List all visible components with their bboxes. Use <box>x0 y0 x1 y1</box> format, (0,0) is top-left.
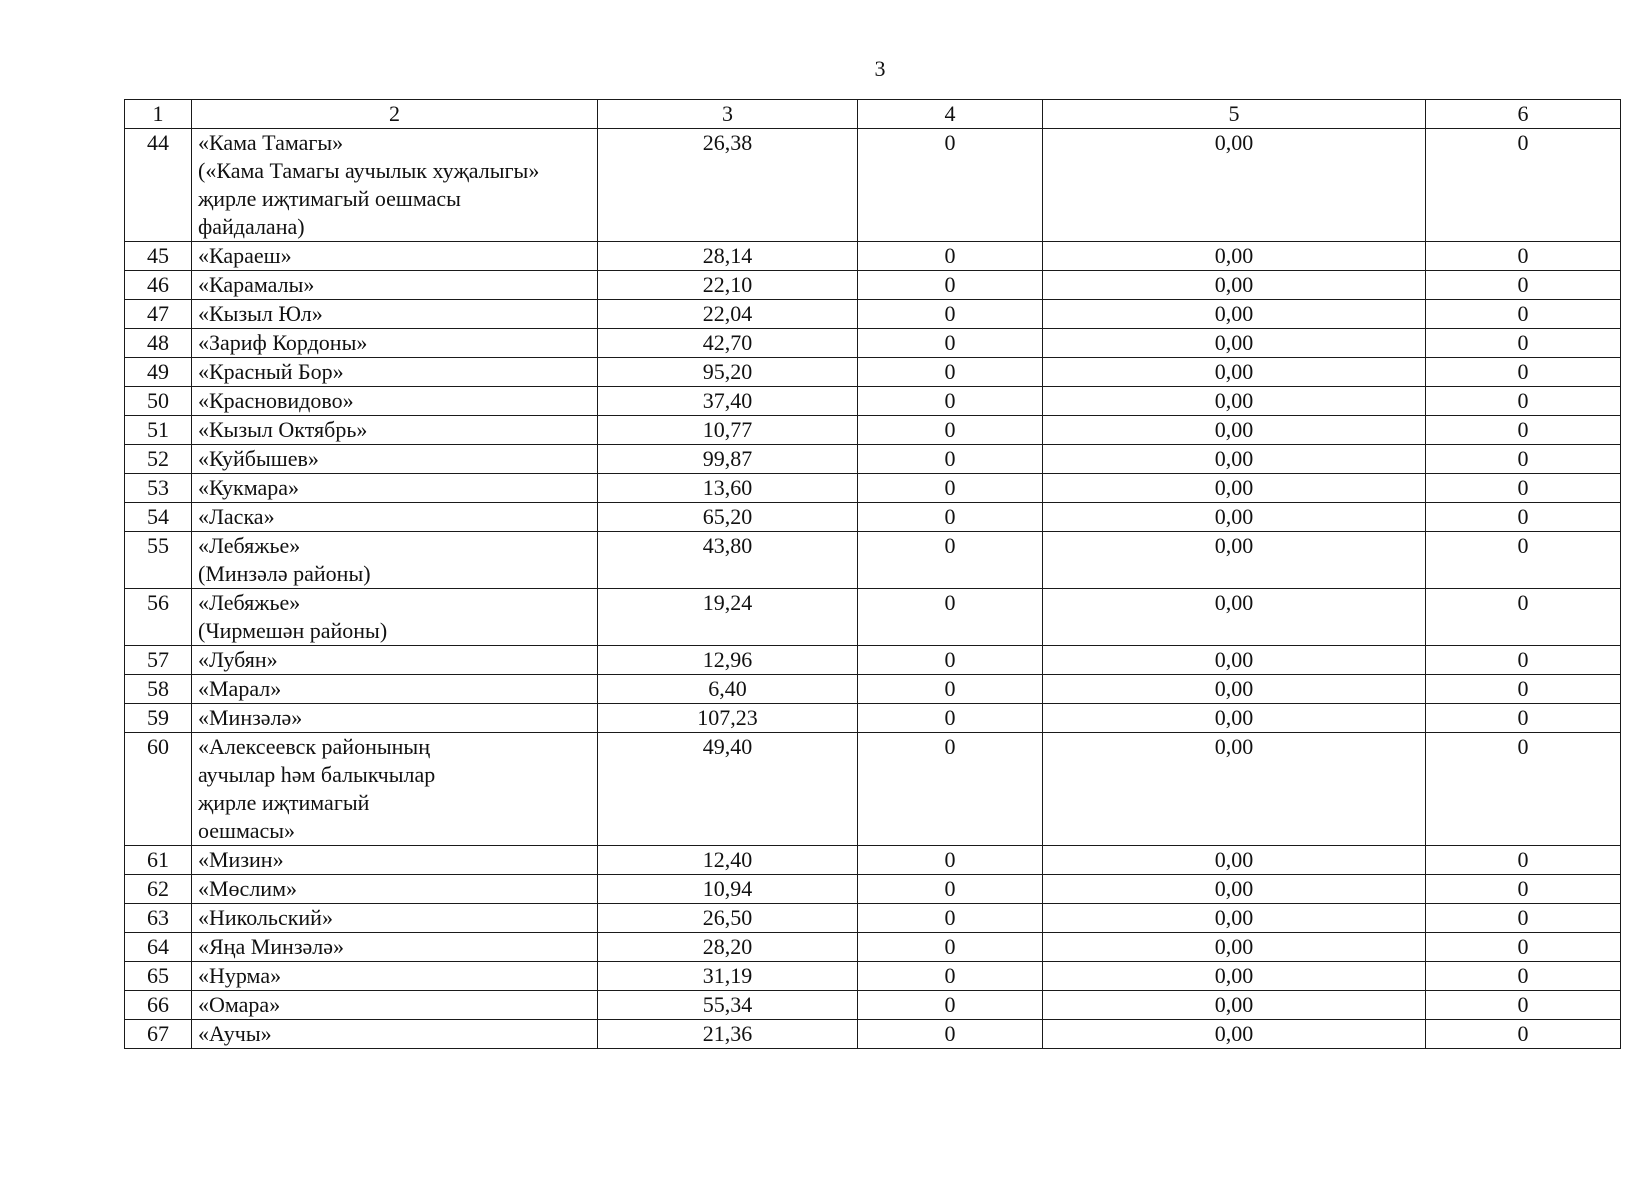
col6-cell: 0 <box>1426 445 1621 474</box>
name-cell <box>192 962 598 991</box>
name-cell <box>192 933 598 962</box>
col4-cell: 0 <box>858 904 1043 933</box>
table-row <box>125 242 1621 271</box>
col3-cell: 12,40 <box>598 846 858 875</box>
column-header-1: 1 <box>125 100 192 129</box>
col3-cell: 10,77 <box>598 416 858 445</box>
name-line: «Мөслим» <box>198 876 297 901</box>
name-cell <box>192 904 598 933</box>
table-row <box>125 503 1621 532</box>
col5-cell: 0,00 <box>1043 358 1426 387</box>
column-header-3: 3 <box>598 100 858 129</box>
name-line: файдалана) <box>198 214 305 239</box>
table-row <box>125 875 1621 904</box>
name-line: «Алексеевск районының <box>198 734 430 759</box>
col4-cell: 0 <box>858 329 1043 358</box>
col5-cell: 0,00 <box>1043 589 1426 646</box>
row-number-cell: 67 <box>125 1020 192 1049</box>
name-line: «Никольский» <box>198 905 333 930</box>
col4-cell: 0 <box>858 358 1043 387</box>
column-header-4: 4 <box>858 100 1043 129</box>
name-line: «Омара» <box>198 992 281 1017</box>
col5-cell: 0,00 <box>1043 445 1426 474</box>
col6-cell: 0 <box>1426 358 1621 387</box>
row-number-cell: 56 <box>125 589 192 646</box>
col5-cell: 0,00 <box>1043 329 1426 358</box>
col4-cell: 0 <box>858 474 1043 503</box>
col6-cell: 0 <box>1426 933 1621 962</box>
col4-cell: 0 <box>858 933 1043 962</box>
col5-cell: 0,00 <box>1043 271 1426 300</box>
col6-cell: 0 <box>1426 329 1621 358</box>
col5-cell: 0,00 <box>1043 242 1426 271</box>
col4-cell: 0 <box>858 503 1043 532</box>
col5-cell: 0,00 <box>1043 962 1426 991</box>
row-number-cell: 53 <box>125 474 192 503</box>
col5-cell: 0,00 <box>1043 704 1426 733</box>
col6-cell: 0 <box>1426 704 1621 733</box>
col5-cell: 0,00 <box>1043 1020 1426 1049</box>
col6-cell: 0 <box>1426 904 1621 933</box>
table-row <box>125 904 1621 933</box>
name-cell <box>192 329 598 358</box>
name-line: «Кама Тамагы» <box>198 130 344 155</box>
name-cell <box>192 300 598 329</box>
col5-cell: 0,00 <box>1043 904 1426 933</box>
col6-cell: 0 <box>1426 675 1621 704</box>
col3-cell: 28,14 <box>598 242 858 271</box>
col4-cell: 0 <box>858 445 1043 474</box>
name-line: «Марал» <box>198 676 282 701</box>
name-line: җирле иҗтимагый оешмасы <box>198 186 461 211</box>
table-row <box>125 329 1621 358</box>
row-number-cell: 62 <box>125 875 192 904</box>
row-number-cell: 45 <box>125 242 192 271</box>
name-cell <box>192 675 598 704</box>
page-number: 3 <box>874 56 886 81</box>
table-row <box>125 416 1621 445</box>
table-row <box>125 962 1621 991</box>
col3-cell: 49,40 <box>598 733 858 846</box>
row-number-cell: 65 <box>125 962 192 991</box>
col6-cell: 0 <box>1426 474 1621 503</box>
row-number-cell: 59 <box>125 704 192 733</box>
row-number-cell: 57 <box>125 646 192 675</box>
row-number-cell: 52 <box>125 445 192 474</box>
name-line: «Минзәлә» <box>198 705 303 730</box>
name-cell <box>192 387 598 416</box>
name-cell <box>192 589 598 646</box>
col3-cell: 22,10 <box>598 271 858 300</box>
col6-cell: 0 <box>1426 991 1621 1020</box>
col4-cell: 0 <box>858 846 1043 875</box>
name-cell <box>192 129 598 242</box>
name-cell <box>192 1020 598 1049</box>
col3-cell: 26,50 <box>598 904 858 933</box>
name-line: «Аучы» <box>198 1021 272 1046</box>
name-cell <box>192 271 598 300</box>
name-line: «Караеш» <box>198 243 292 268</box>
name-line: «Кызыл Юл» <box>198 301 323 326</box>
name-line: (Минзәлә районы) <box>198 561 371 586</box>
col5-cell: 0,00 <box>1043 846 1426 875</box>
table-row <box>125 846 1621 875</box>
name-cell <box>192 503 598 532</box>
table-row <box>125 675 1621 704</box>
row-number-cell: 61 <box>125 846 192 875</box>
name-line: аучылар һәм балыкчылар <box>198 762 436 787</box>
name-line: җирле иҗтимагый <box>198 790 370 815</box>
col3-cell: 6,40 <box>598 675 858 704</box>
col6-cell: 0 <box>1426 733 1621 846</box>
row-number-cell: 47 <box>125 300 192 329</box>
table-row <box>125 1020 1621 1049</box>
row-number-cell: 66 <box>125 991 192 1020</box>
name-line: «Лебяжье» <box>198 533 301 558</box>
name-line: «Красный Бор» <box>198 359 344 384</box>
table-row <box>125 271 1621 300</box>
name-line: «Яңа Минзәлә» <box>198 934 345 959</box>
name-line: «Красновидово» <box>198 388 354 413</box>
col5-cell: 0,00 <box>1043 532 1426 589</box>
col5-cell: 0,00 <box>1043 675 1426 704</box>
col3-cell: 10,94 <box>598 875 858 904</box>
col6-cell: 0 <box>1426 300 1621 329</box>
col5-cell: 0,00 <box>1043 129 1426 242</box>
col3-cell: 26,38 <box>598 129 858 242</box>
name-line: («Кама Тамагы аучылык хуҗалыгы» <box>198 158 540 183</box>
name-line: (Чирмешән районы) <box>198 618 388 643</box>
row-number-cell: 54 <box>125 503 192 532</box>
name-cell <box>192 846 598 875</box>
col3-cell: 13,60 <box>598 474 858 503</box>
col5-cell: 0,00 <box>1043 503 1426 532</box>
col4-cell: 0 <box>858 242 1043 271</box>
table-row <box>125 991 1621 1020</box>
row-number-cell: 48 <box>125 329 192 358</box>
name-line: «Лебяжье» <box>198 590 301 615</box>
col3-cell: 65,20 <box>598 503 858 532</box>
name-line: оешмасы» <box>198 818 296 843</box>
col4-cell: 0 <box>858 646 1043 675</box>
table-row <box>125 445 1621 474</box>
col4-cell: 0 <box>858 991 1043 1020</box>
col6-cell: 0 <box>1426 846 1621 875</box>
col6-cell: 0 <box>1426 129 1621 242</box>
col3-cell: 99,87 <box>598 445 858 474</box>
table-row <box>125 589 1621 646</box>
col5-cell: 0,00 <box>1043 474 1426 503</box>
name-cell <box>192 875 598 904</box>
col4-cell: 0 <box>858 1020 1043 1049</box>
row-number-cell: 49 <box>125 358 192 387</box>
col4-cell: 0 <box>858 271 1043 300</box>
table-row <box>125 733 1621 846</box>
column-header-2: 2 <box>192 100 598 129</box>
col5-cell: 0,00 <box>1043 933 1426 962</box>
name-cell <box>192 445 598 474</box>
col4-cell: 0 <box>858 704 1043 733</box>
col6-cell: 0 <box>1426 387 1621 416</box>
row-number-cell: 50 <box>125 387 192 416</box>
row-number-cell: 58 <box>125 675 192 704</box>
row-number-cell: 46 <box>125 271 192 300</box>
name-cell <box>192 704 598 733</box>
name-line: «Куйбышев» <box>198 446 319 471</box>
name-line: «Ласка» <box>198 504 275 529</box>
col5-cell: 0,00 <box>1043 646 1426 675</box>
col6-cell: 0 <box>1426 271 1621 300</box>
name-cell <box>192 358 598 387</box>
col3-cell: 42,70 <box>598 329 858 358</box>
name-line: «Лубян» <box>198 647 278 672</box>
name-cell <box>192 733 598 846</box>
col6-cell: 0 <box>1426 1020 1621 1049</box>
table-row <box>125 129 1621 242</box>
row-number-cell: 60 <box>125 733 192 846</box>
col6-cell: 0 <box>1426 962 1621 991</box>
col6-cell: 0 <box>1426 875 1621 904</box>
row-number-cell: 44 <box>125 129 192 242</box>
name-cell <box>192 416 598 445</box>
row-number-cell: 64 <box>125 933 192 962</box>
col4-cell: 0 <box>858 962 1043 991</box>
col4-cell: 0 <box>858 387 1043 416</box>
name-cell <box>192 474 598 503</box>
col5-cell: 0,00 <box>1043 991 1426 1020</box>
table-row <box>125 704 1621 733</box>
col3-cell: 37,40 <box>598 387 858 416</box>
col5-cell: 0,00 <box>1043 300 1426 329</box>
name-cell <box>192 532 598 589</box>
name-cell <box>192 991 598 1020</box>
col5-cell: 0,00 <box>1043 875 1426 904</box>
col4-cell: 0 <box>858 300 1043 329</box>
col4-cell: 0 <box>858 875 1043 904</box>
col6-cell: 0 <box>1426 646 1621 675</box>
name-cell <box>192 242 598 271</box>
col4-cell: 0 <box>858 532 1043 589</box>
col3-cell: 55,34 <box>598 991 858 1020</box>
table-row <box>125 474 1621 503</box>
col6-cell: 0 <box>1426 242 1621 271</box>
col4-cell: 0 <box>858 733 1043 846</box>
column-header-5: 5 <box>1043 100 1426 129</box>
table-row <box>125 300 1621 329</box>
col6-cell: 0 <box>1426 503 1621 532</box>
col4-cell: 0 <box>858 589 1043 646</box>
table-header-row <box>125 100 1621 129</box>
name-cell <box>192 646 598 675</box>
row-number-cell: 63 <box>125 904 192 933</box>
col3-cell: 22,04 <box>598 300 858 329</box>
col5-cell: 0,00 <box>1043 733 1426 846</box>
col6-cell: 0 <box>1426 532 1621 589</box>
col3-cell: 21,36 <box>598 1020 858 1049</box>
col4-cell: 0 <box>858 675 1043 704</box>
row-number-cell: 51 <box>125 416 192 445</box>
table-row <box>125 532 1621 589</box>
name-line: «Кызыл Октябрь» <box>198 417 368 442</box>
table-body <box>125 129 1621 1049</box>
column-header-6: 6 <box>1426 100 1621 129</box>
col6-cell: 0 <box>1426 589 1621 646</box>
table-row <box>125 933 1621 962</box>
col3-cell: 107,23 <box>598 704 858 733</box>
col5-cell: 0,00 <box>1043 416 1426 445</box>
name-line: «Нурма» <box>198 963 282 988</box>
row-number-cell: 55 <box>125 532 192 589</box>
table-row <box>125 358 1621 387</box>
col3-cell: 95,20 <box>598 358 858 387</box>
name-line: «Зариф Кордоны» <box>198 330 368 355</box>
table-row <box>125 387 1621 416</box>
name-line: «Кукмара» <box>198 475 300 500</box>
col3-cell: 43,80 <box>598 532 858 589</box>
col5-cell: 0,00 <box>1043 387 1426 416</box>
col4-cell: 0 <box>858 416 1043 445</box>
col3-cell: 31,19 <box>598 962 858 991</box>
col6-cell: 0 <box>1426 416 1621 445</box>
name-line: «Карамалы» <box>198 272 315 297</box>
col4-cell: 0 <box>858 129 1043 242</box>
hunting-grounds-table <box>124 99 1621 1049</box>
name-line: «Мизин» <box>198 847 284 872</box>
col3-cell: 19,24 <box>598 589 858 646</box>
table-row <box>125 646 1621 675</box>
col3-cell: 28,20 <box>598 933 858 962</box>
col3-cell: 12,96 <box>598 646 858 675</box>
